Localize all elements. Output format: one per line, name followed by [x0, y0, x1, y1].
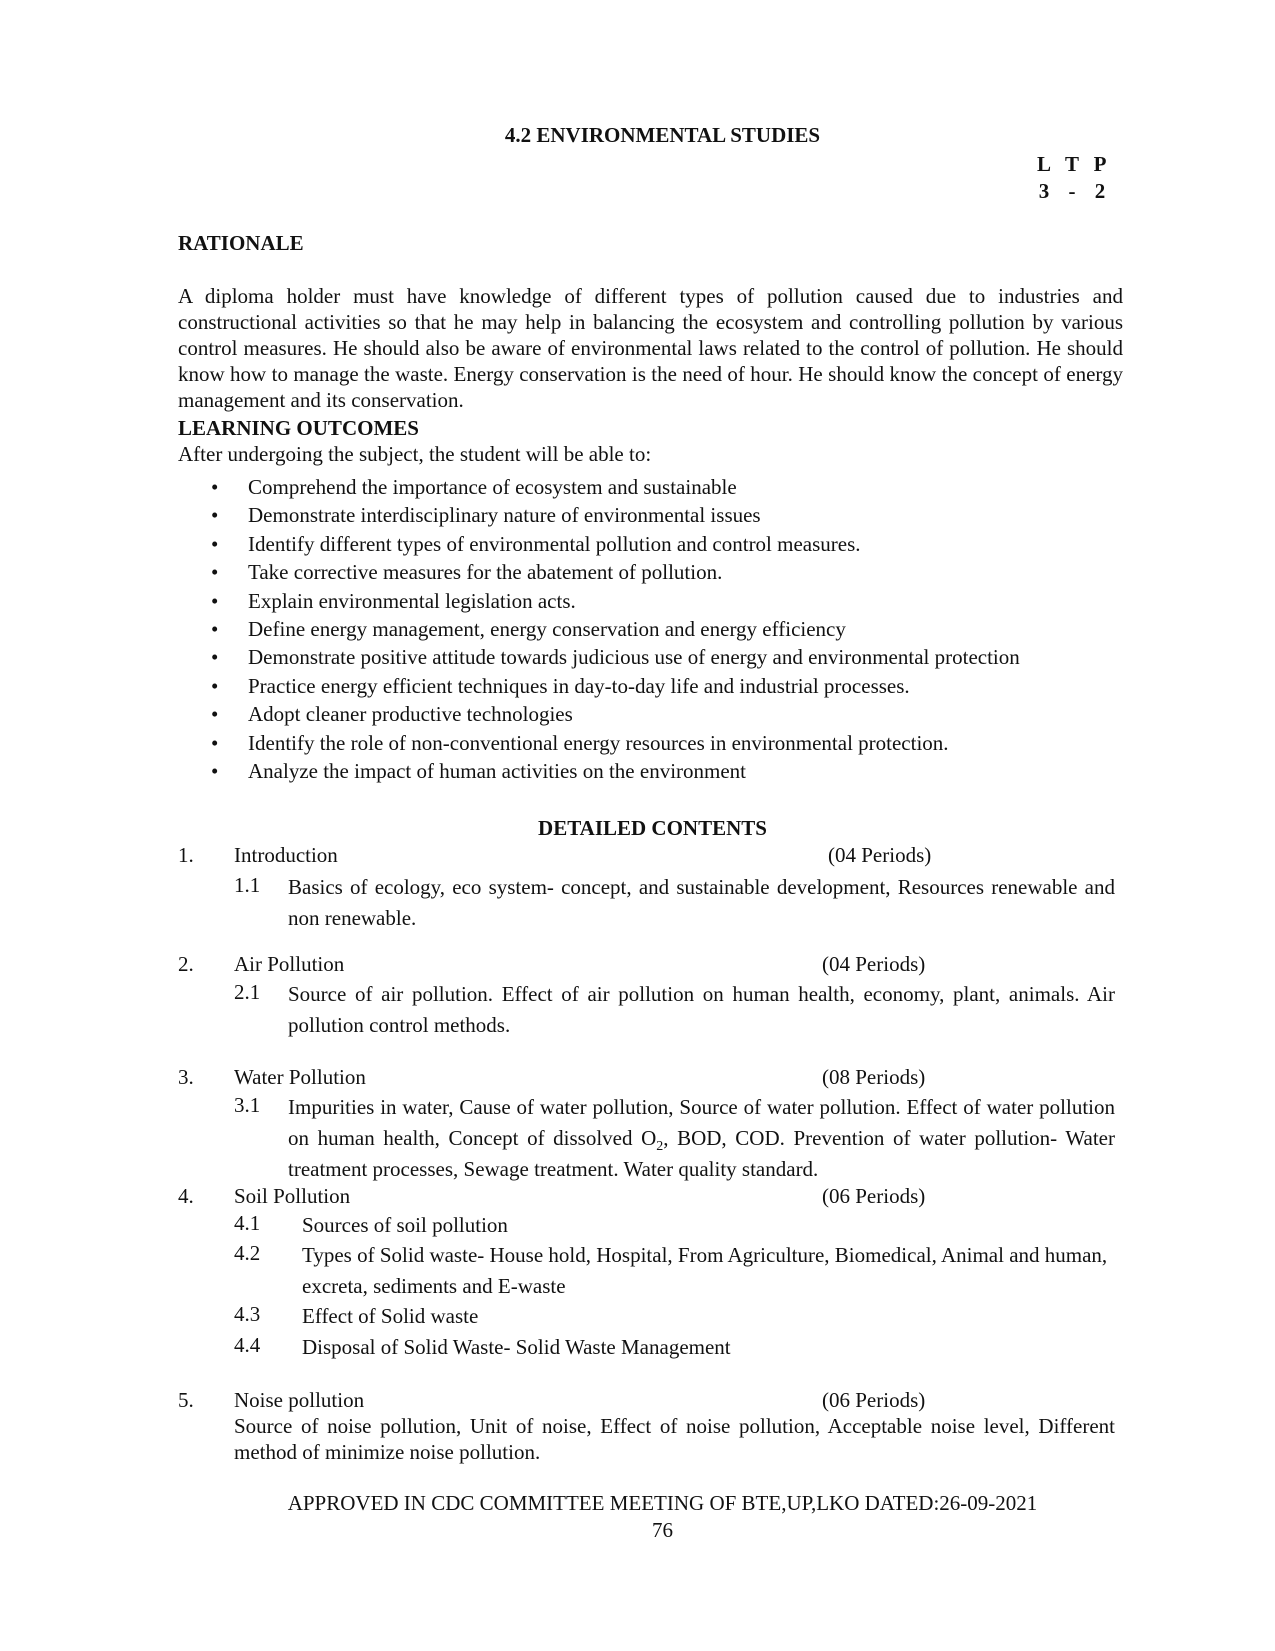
- subscript-two: 2: [656, 1139, 664, 1155]
- section-3-periods: (08 Periods): [822, 1065, 926, 1089]
- section-1-periods: (04 Periods): [828, 843, 932, 867]
- subsection-1-1-text: Basics of ecology, eco system- concept, and sustainable development, Resources renewable and non renewable.: [288, 875, 1115, 930]
- subsection-4-3-text: Effect of Solid waste: [302, 1304, 479, 1328]
- subsection-4-3-number: 4.3: [234, 1302, 261, 1326]
- subsection-1-1-number: 1.1: [234, 873, 261, 897]
- subsection-4-1-number: 4.1: [234, 1211, 261, 1235]
- list-item: • Explain environmental legislation acts.: [178, 587, 1020, 615]
- list-item: • Identify the role of non-conventional energy resources in environmental protection.: [178, 729, 1020, 757]
- subsection-3-1-text: [288, 1092, 1115, 1185]
- section-3-number: 3.: [178, 1065, 194, 1089]
- list-item: • Practice energy efficient techniques in day-to-day life and industrial processes.: [178, 672, 1020, 700]
- list-item: • Demonstrate positive attitude towards judicious use of energy and environmental protection: [178, 643, 1020, 671]
- subsection-4-2-number: 4.2: [234, 1241, 261, 1265]
- subsection-3-1-text-b: , BOD, COD. Prevention of water pollution- Water treatment processes, Sewage treatment. Water quality standard.: [288, 1126, 1115, 1181]
- rationale-text: A diploma holder must have knowledge of different types of pollution caused due to industries and constructional activities so that he may help in balancing the ecosystem and controlling pollution by various control measures. He should also be aware of environmental laws related to the control of pollution. He should know how to manage the waste. Energy conservation is the need of hour. He should know the concept of energy management and its conservation.: [178, 284, 1123, 412]
- ltp-t-label: T: [1064, 152, 1079, 176]
- ltp-l-value: 3: [1038, 179, 1050, 203]
- ltp-table: [1032, 151, 1112, 205]
- list-item: • Define energy management, energy conservation and energy efficiency: [178, 615, 1020, 643]
- learning-outcomes-lead: After undergoing the subject, the student will be able to:: [178, 442, 652, 466]
- section-1-number: 1.: [178, 843, 194, 867]
- section-4-periods: (06 Periods): [822, 1184, 926, 1208]
- ltp-l-label: L: [1036, 152, 1051, 176]
- subsection-4-4-number: 4.4: [234, 1333, 261, 1357]
- list-item: • Analyze the impact of human activities on the environment: [178, 757, 1020, 785]
- list-item: • Adopt cleaner productive technologies: [178, 700, 1020, 728]
- rationale-heading: RATIONALE: [178, 231, 304, 255]
- approval-footer: APPROVED IN CDC COMMITTEE MEETING OF BTE,UP,LKO DATED:26-09-2021: [287, 1491, 1038, 1515]
- subsection-2-1-number: 2.1: [234, 980, 261, 1004]
- list-item: • Identify different types of environmental pollution and control measures.: [178, 530, 1020, 558]
- ltp-p-label: P: [1093, 152, 1107, 176]
- learning-outcomes-list: [178, 473, 1020, 785]
- section-2-periods: (04 Periods): [822, 952, 926, 976]
- list-item: • Demonstrate interdisciplinary nature of environmental issues: [178, 501, 1020, 529]
- section-1-title: Introduction: [234, 843, 338, 867]
- rationale-paragraph: [178, 283, 1123, 413]
- learning-outcomes-heading: LEARNING OUTCOMES: [178, 416, 419, 440]
- detailed-contents-heading: DETAILED CONTENTS: [538, 816, 767, 840]
- subsection-2-1-text: Source of air pollution. Effect of air pollution on human health, economy, plant, animals. Air pollution control methods.: [288, 982, 1115, 1037]
- list-item: • Take corrective measures for the abatement of pollution.: [178, 558, 1020, 586]
- ltp-t-value: -: [1068, 179, 1076, 203]
- section-4-title: Soil Pollution: [234, 1184, 351, 1208]
- page-title: 4.2 ENVIRONMENTAL STUDIES: [504, 123, 821, 147]
- section-5-number: 5.: [178, 1388, 194, 1412]
- section-4-number: 4.: [178, 1184, 194, 1208]
- ltp-p-value: 2: [1094, 179, 1106, 203]
- subsection-3-1-text-a: Impurities in water, Cause of water pollution, Source of water pollution. Effect of water pollution on human health, Concept of dissolved O: [288, 1095, 1115, 1150]
- subsection-4-2-text: Types of Solid waste- House hold, Hospital, From Agriculture, Biomedical, Animal and human, excreta, sediments and E-waste: [302, 1243, 1108, 1298]
- subsection-4-1-text: Sources of soil pollution: [302, 1213, 508, 1237]
- section-2-title: Air Pollution: [234, 952, 345, 976]
- section-2-number: 2.: [178, 952, 194, 976]
- page-number: 76: [652, 1518, 673, 1542]
- subsection-3-1-number: 3.1: [234, 1093, 261, 1117]
- section-5-periods: (06 Periods): [822, 1388, 926, 1412]
- subsection-4-4-text: Disposal of Solid Waste- Solid Waste Management: [302, 1335, 731, 1359]
- section-3-title: Water Pollution: [234, 1065, 366, 1089]
- list-item: • Comprehend the importance of ecosystem and sustainable: [178, 473, 1020, 501]
- section-5-text: Source of noise pollution, Unit of noise, Effect of noise pollution, Acceptable noise level, Different method of minimize noise pollution.: [234, 1414, 1115, 1464]
- section-5-title: Noise pollution: [234, 1388, 365, 1412]
